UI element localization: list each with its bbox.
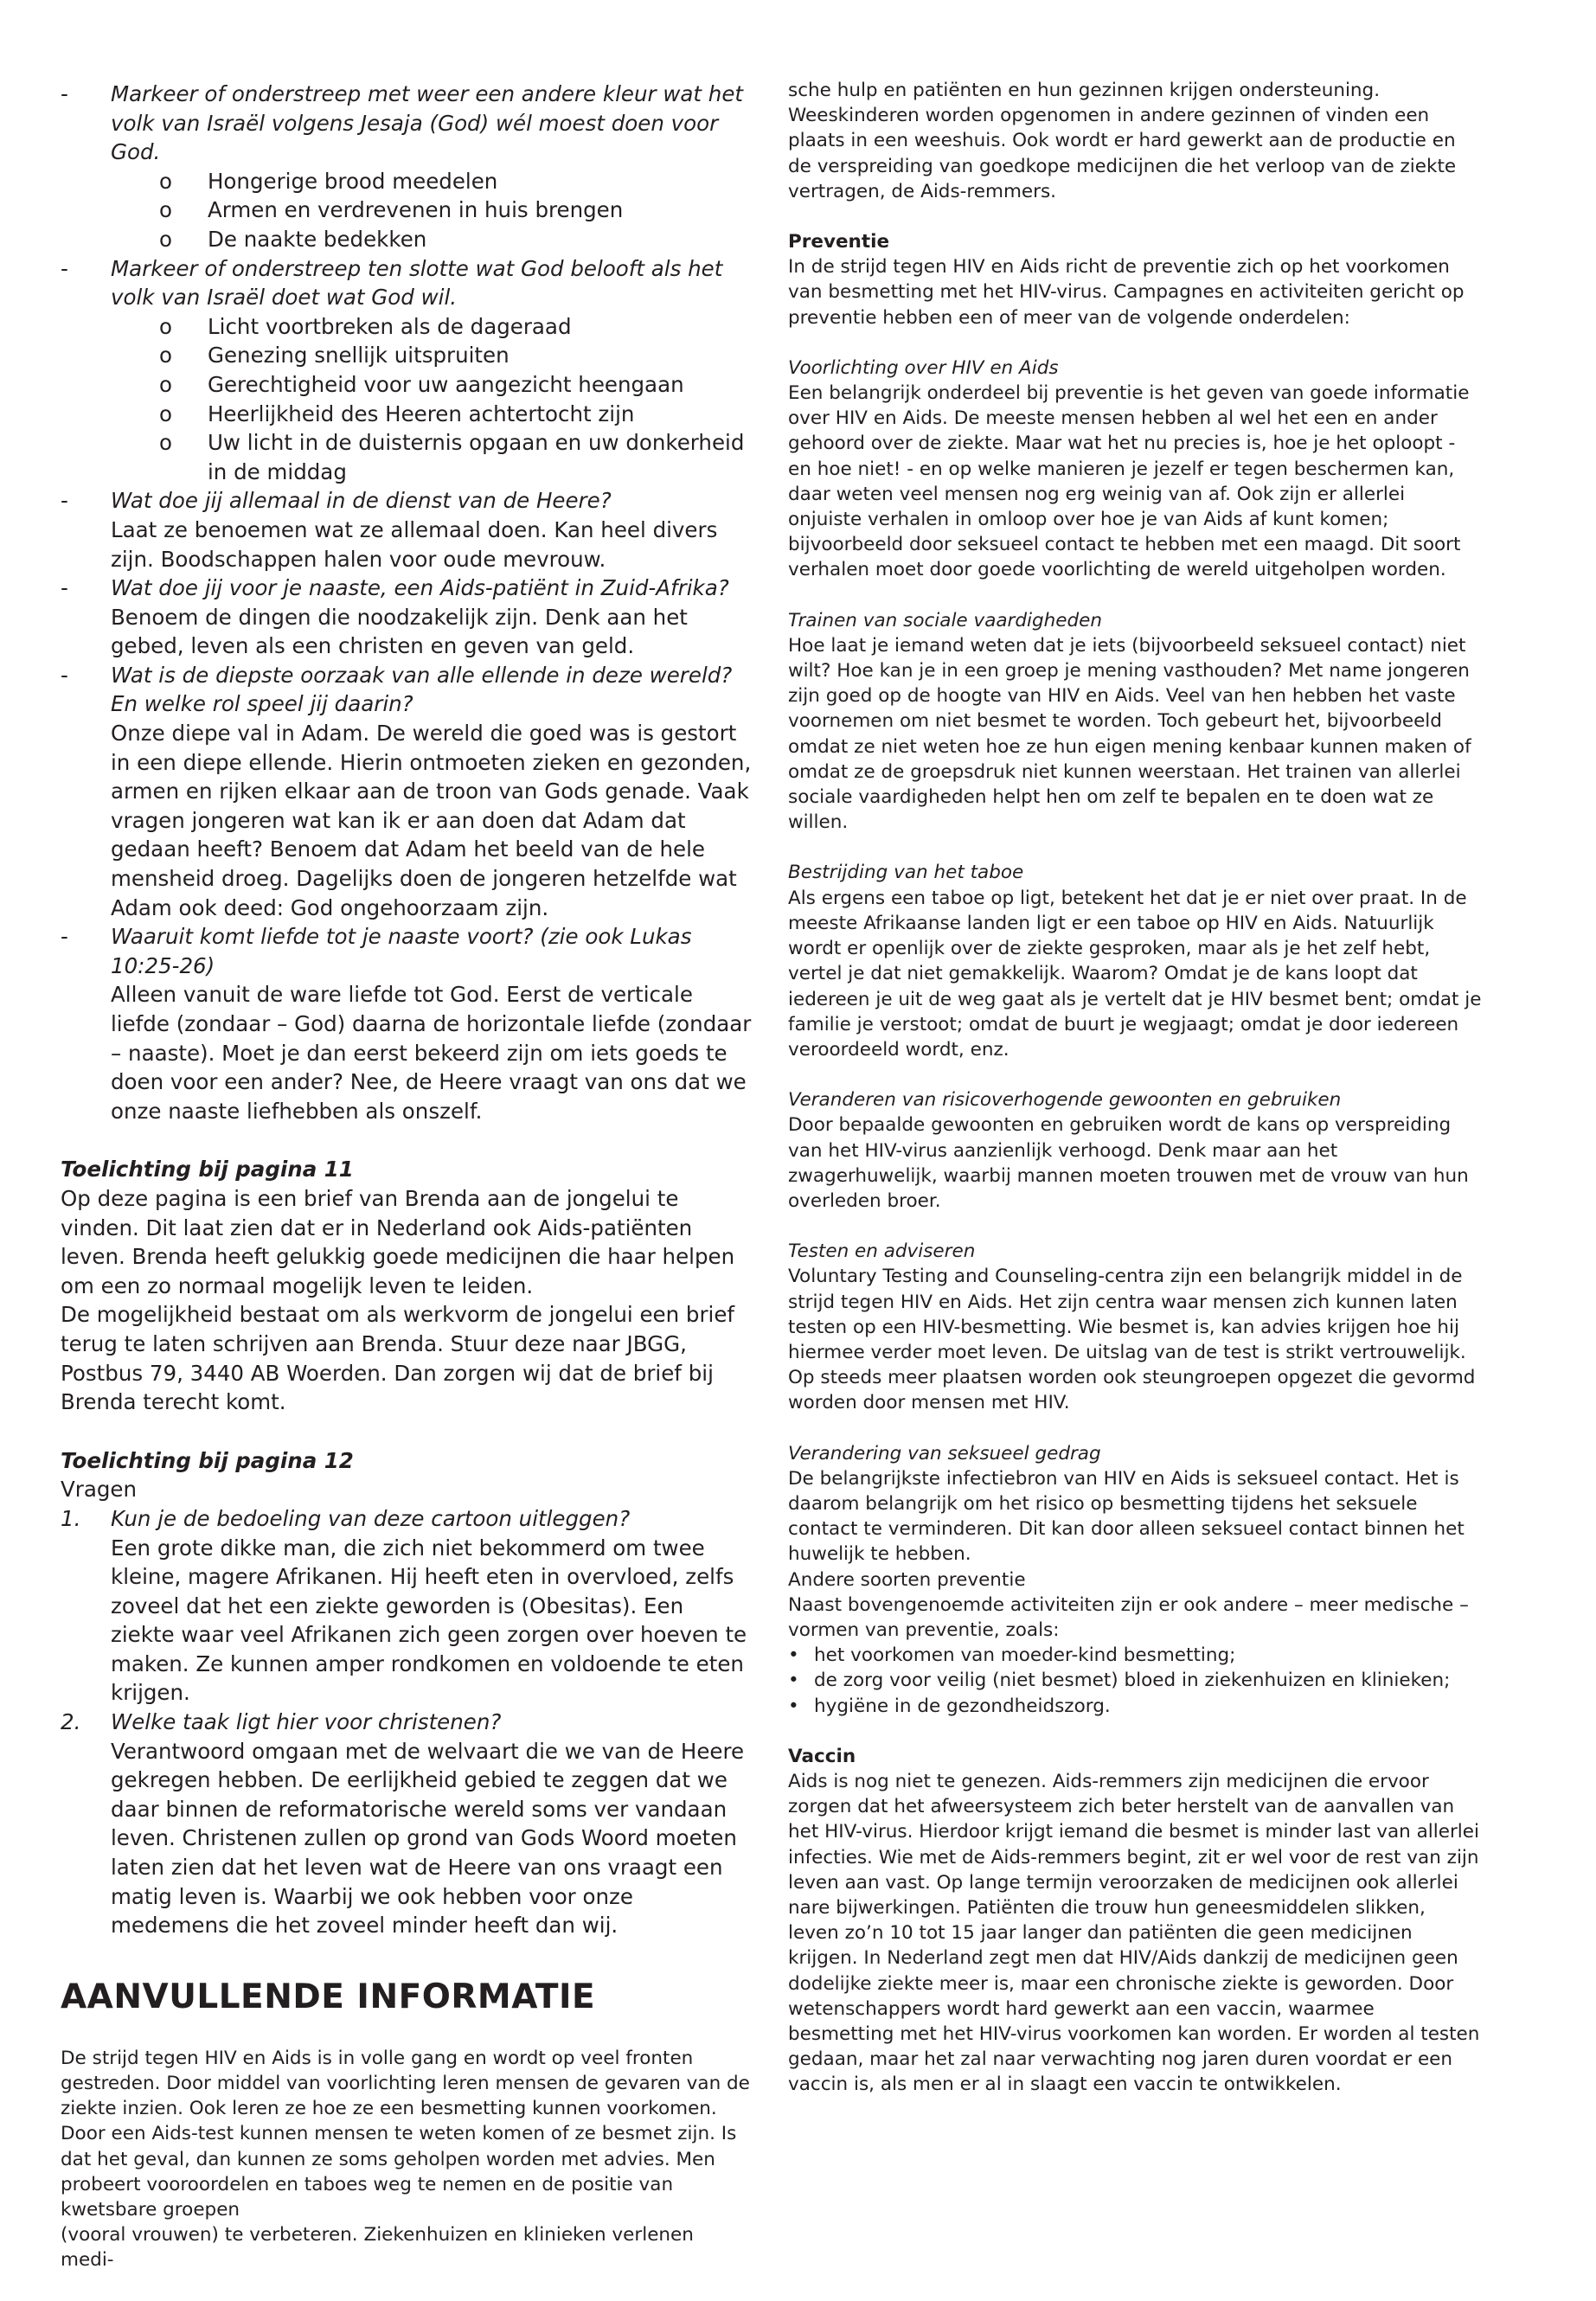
question-item bbox=[61, 661, 753, 922]
bullet-text: hygiëne in de gezondheidszorg. bbox=[814, 1695, 1111, 1717]
intro-paragraph-continued: (vooral vrouwen) te verbeteren. Ziekenhuizen en klinieken verlenen medi- bbox=[61, 2224, 694, 2272]
question-item bbox=[61, 486, 753, 574]
subheading-taboe: Bestrijding van het taboe bbox=[788, 862, 1024, 884]
answer-text: Laat ze benoemen wat ze allemaal doen. Kan heel divers zijn. Boodschappen halen voor oude mevrouw. bbox=[111, 516, 718, 572]
sub-marker: o bbox=[159, 343, 172, 369]
sub-marker: o bbox=[159, 401, 172, 426]
sub-list-item bbox=[61, 225, 753, 254]
left-column bbox=[61, 80, 753, 2273]
right-column bbox=[788, 78, 1482, 2098]
sub-text: Heerlijkheid des Heeren achtertocht zijn bbox=[208, 401, 635, 426]
numbered-item bbox=[61, 1504, 753, 1708]
section-heading-page-12: Toelichting bij pagina 12 bbox=[61, 1447, 354, 1473]
heading-vaccin: Vaccin bbox=[788, 1745, 856, 1767]
paragraph: Als ergens een taboe op ligt, betekent het dat je er niet over praat. In de meeste Afrikaanse landen ligt er een taboe op HIV en Aids. Natuurlijk wordt er openlijk over de ziekte gesproken, maar als je het zelf hebt, vertel je dat niet gemakkelijk. Waarom? Omdat je de kans loopt dat iedereen je uit de weg gaat als je vertelt dat je HIV besmet bent; omdat je familie je verstoot; omdat de buurt je wegjaagt; omdat je door iedereen veroordeeld wordt, enz. bbox=[788, 887, 1482, 1061]
sub-text: Uw licht in de duisternis opgaan en uw donkerheid in de middag bbox=[208, 430, 745, 484]
subheading-voorlichting: Voorlichting over HIV en Aids bbox=[788, 356, 1059, 379]
paragraph: Op deze pagina is een brief van Brenda aan de jongelui te vinden. Dit laat zien dat er in Nederland ook Aids-patiënten leven. Brenda heeft gelukkig goede medicijnen die haar helpen om een zo normaal mogelijk leven te leiden. bbox=[61, 1185, 735, 1298]
paragraph: De belangrijkste infectiebron van HIV en Aids is seksueel contact. Het is daarom belangrijk om het risico op besmetting tijdens het seksuele contact te verminderen. Dit kan door alleen seksueel contact binnen het huwelijk te hebben. bbox=[788, 1467, 1465, 1566]
paragraph: De mogelijkheid bestaat om als werkvorm de jongelui een brief terug te laten schrijven aan Brenda. Stuur deze naar JBGG, Postbus 79, 3440 AB Woerden. Dan zorgen wij dat de brief bij Brenda terecht komt. bbox=[61, 1302, 735, 1415]
subheading-andere: Andere soorten preventie bbox=[788, 1568, 1026, 1591]
question-text: Wat doe jij voor je naaste, een Aids-patiënt in Zuid-Afrika? bbox=[111, 575, 729, 601]
subheading-testen: Testen en adviseren bbox=[788, 1240, 976, 1263]
question-text: Markeer of onderstreep met weer een andere kleur wat het volk van Israël volgens Jesaja (God) wél moest doen voor God. bbox=[111, 81, 744, 165]
answer-text: Een grote dikke man, die zich niet bekommerd om twee kleine, magere Afrikanen. Hij heeft eten in overvloed, zelfs zoveel dat het een ziekte geworden is (Obesitas). Een ziekte waar veel Afrikanen zich geen zorgen over hoeven te maken. Ze kunnen amper rondkomen en voldoende te eten krijgen. bbox=[111, 1535, 747, 1706]
bullet-item bbox=[788, 1668, 1482, 1693]
paragraph: Hoe laat je iemand weten dat je iets (bijvoorbeeld seksueel contact) niet wilt? Hoe kan je in een groep je mening vasthouden? Met name jongeren zijn goed op de hoogte van HIV en Aids. Veel van hen hebben het vaste voornemen om niet besmet te worden. Toch gebeurt het, bijvoorbeeld omdat ze niet weten hoe ze hun eigen mening kenbaar kunnen maken of omdat ze de groepsdruk niet kunnen weerstaan. Het trainen van allerlei sociale vaardigheden helpt hen om zelf te bepalen en te doen wat ze willen. bbox=[788, 634, 1471, 834]
sub-list-item bbox=[61, 167, 753, 196]
bullet-item bbox=[788, 1643, 1482, 1668]
question-text: Waaruit komt liefde tot je naaste voort? (zie ook Lukas 10:25-26) bbox=[111, 924, 692, 978]
bullet-marker: • bbox=[788, 1644, 799, 1667]
item-number: 2. bbox=[61, 1709, 81, 1735]
answer-text: Onze diepe val in Adam. De wereld die goed was is gestort in een diepe ellende. Hierin ontmoeten zieken en gezonden, armen en rijken elkaar aan de troon van Gods genade. Vaak vragen jongeren wat kan ik er aan doen dat Adam dat gedaan heeft? Benoem dat Adam het beeld van de hele mensheid droeg. Dagelijks doen de jongeren hetzelfde wat Adam ook deed: God ongehoorzaam zijn. bbox=[111, 721, 752, 920]
question-text: Kun je de bedoeling van deze cartoon uitleggen? bbox=[111, 1505, 631, 1531]
section-title: AANVULLENDE INFORMATIE bbox=[61, 1977, 596, 2016]
section-heading-page-11: Toelichting bij pagina 11 bbox=[61, 1157, 354, 1183]
question-item bbox=[61, 922, 753, 1125]
paragraph: Door bepaalde gewoonten en gebruiken wordt de kans op verspreiding van het HIV-virus aanzienlijk verhoogd. Denk maar aan het zwagerhuwelijk, waarbij mannen moeten trouwen met de vrouw van hun overleden broer. bbox=[788, 1114, 1469, 1212]
dash-marker: - bbox=[61, 488, 68, 514]
sub-text: Genezing snellijk uitspruiten bbox=[208, 343, 510, 369]
sub-text: Hongerige brood meedelen bbox=[208, 168, 498, 194]
sub-marker: o bbox=[159, 313, 172, 339]
paragraph: Aids is nog niet te genezen. Aids-remmers zijn medicijnen die ervoor zorgen dat het afweersysteem zich beter herstelt van de aanvallen van het HIV-virus. Hierdoor krijgt iemand die besmet is minder last van allerlei infecties. Wie met de Aids-remmers begint, zit er wel voor de rest van zijn leven aan vast. Op lange termijn veroorzaken de medicijnen ook allerlei nare bijwerkingen. Patiënten die trouw hun geneesmiddelen slikken, leven zo’n 10 tot 15 jaar langer dan patiënten die geen medicijnen krijgen. In Nederland zegt men dat HIV/Aids dankzij de medicijnen geen dodelijke ziekte meer is, maar een chronische ziekte is geworden. Door wetenschappers wordt hard gewerkt aan een vaccin, waarmee besmetting met het HIV-virus voorkomen kan worden. Er worden al testen gedaan, maar het zal naar verwachting nog jaren duren voordat er een vaccin is, als men er al in slaagt een vaccin te ontwikkelen. bbox=[788, 1770, 1480, 2096]
sub-list-item bbox=[61, 312, 753, 342]
answer-text: Benoem de dingen die noodzakelijk zijn. Denk aan het gebed, leven als een christen en geven van geld. bbox=[111, 604, 688, 659]
subheading-trainen: Trainen van sociale vaardigheden bbox=[788, 609, 1103, 631]
sub-text: Armen en verdrevenen in huis brengen bbox=[208, 197, 624, 223]
bullet-marker: • bbox=[788, 1695, 799, 1717]
item-number: 1. bbox=[61, 1505, 81, 1531]
answer-text: Alleen vanuit de ware liefde tot God. Eerst de verticale liefde (zondaar – God) daarna de horizontale liefde (zondaar – naaste). Moet je dan eerst bekeerd zijn om iets goeds te doen voor een ander? Nee, de Heere vraagt van ons dat we onze naaste liefhebben als onszelf. bbox=[111, 982, 752, 1124]
dash-marker: - bbox=[61, 81, 68, 106]
sub-list-item bbox=[61, 428, 753, 486]
subheading-questions: Vragen bbox=[61, 1477, 137, 1503]
question-text: Markeer of onderstreep ten slotte wat God belooft als het volk van Israël doet wat God wil. bbox=[111, 255, 723, 311]
paragraph: Naast bovengenoemde activiteiten zijn er ook andere – meer medische – vormen van preventie, zoals: bbox=[788, 1593, 1469, 1641]
sub-marker: o bbox=[159, 168, 172, 194]
sub-list-item bbox=[61, 341, 753, 370]
subheading-gedrag: Verandering van seksueel gedrag bbox=[788, 1442, 1101, 1465]
sub-text: De naakte bedekken bbox=[208, 226, 427, 252]
bullet-marker: • bbox=[788, 1670, 799, 1692]
question-item bbox=[61, 254, 753, 312]
answer-text: Verantwoord omgaan met de welvaart die we van de Heere gekregen hebben. De eerlijkheid gebied te zeggen dat we daar binnen de reformatorische wereld soms ver vandaan leven. Christenen zullen op grond van Gods Woord moeten laten zien dat het leven wat de Heere van ons vraagt een matig leven is. Waarbij we ook hebben voor onze medemens die het zoveel minder heeft dan wij. bbox=[111, 1738, 745, 1939]
heading-preventie: Preventie bbox=[788, 231, 890, 253]
sub-marker: o bbox=[159, 430, 172, 456]
paragraph: sche hulp en patiënten en hun gezinnen krijgen ondersteuning. Weeskinderen worden opgenomen in andere gezinnen of vinden een plaats in een weeshuis. Ook wordt er hard gewerkt aan de productie en de verspreiding van goedkope medicijnen die het verloop van de ziekte vertragen, de Aids-remmers. bbox=[788, 80, 1457, 202]
sub-list-item bbox=[61, 370, 753, 400]
numbered-item bbox=[61, 1708, 753, 1940]
paragraph: Voluntary Testing and Counseling-centra zijn een belangrijk middel in de strijd tegen HIV en Aids. Het zijn centra waar mensen zich kunnen laten testen op een HIV-besmetting. Wie besmet is, kan advies krijgen hoe hij hiermee verder moet leven. De uitslag van de test is strikt vertrouwelijk. Op steeds meer plaatsen worden ook steungroepen opgezet die gevormd worden door mensen met HIV. bbox=[788, 1266, 1476, 1414]
sub-text: Licht voortbreken als de dageraad bbox=[208, 313, 572, 339]
question-item bbox=[61, 574, 753, 661]
subheading-gewoonten: Veranderen van risicoverhogende gewoonten en gebruiken bbox=[788, 1089, 1342, 1112]
bullet-item bbox=[788, 1694, 1482, 1719]
paragraph: In de strijd tegen HIV en Aids richt de preventie zich op het voorkomen van besmetting met het HIV-virus. Campagnes en activiteiten gericht op preventie hebben een of meer van de volgende onderdelen: bbox=[788, 256, 1465, 329]
dash-marker: - bbox=[61, 255, 68, 281]
question-text: Wat is de diepste oorzaak van alle ellende in deze wereld? En welke rol speel jij daarin? bbox=[111, 662, 733, 717]
question-text: Welke taak ligt hier voor christenen? bbox=[111, 1709, 502, 1735]
sub-marker: o bbox=[159, 371, 172, 397]
paragraph: Een belangrijk onderdeel bij preventie is het geven van goede informatie over HIV en Aids. De meeste mensen hebben al wel het een en ander gehoord over de ziekte. Maar wat het nu precies is, hoe je het oploopt - en hoe niet! - en op welke manieren je jezelf er tegen beschermen kan, daar weten veel mensen nog erg weinig van af. Ook zijn er allerlei onjuiste verhalen in omloop over hoe je van Aids af kunt komen; bijvoorbeeld door seksueel contact te hebben met een maagd. Dit soort verhalen moet door goede voorlichting de wereld uitgeholpen worden. bbox=[788, 382, 1470, 581]
dash-marker: - bbox=[61, 662, 68, 688]
intro-paragraph: De strijd tegen HIV en Aids is in volle gang en wordt op veel fronten gestreden. Door middel van voorlichting leren mensen de gevaren van de ziekte inzien. Ook leren ze hoe ze een besmetting kunnen voorkomen. Door een Aids-test kunnen mensen te weten komen of ze besmet zijn. Is dat het geval, dan kunnen ze soms geholpen worden met advies. Men probeert vooroordelen en taboes weg te nemen en de positie van kwetsbare groepen bbox=[61, 2047, 750, 2221]
question-item bbox=[61, 80, 753, 167]
dash-marker: - bbox=[61, 575, 68, 601]
bullet-text: de zorg voor veilig (niet besmet) bloed in ziekenhuizen en klinieken; bbox=[814, 1670, 1451, 1692]
sub-list-item bbox=[61, 195, 753, 225]
sub-marker: o bbox=[159, 197, 172, 223]
question-text: Wat doe jij allemaal in de dienst van de Heere? bbox=[111, 488, 612, 514]
bullet-text: het voorkomen van moeder-kind besmetting; bbox=[814, 1644, 1236, 1667]
sub-list-item bbox=[61, 400, 753, 429]
sub-marker: o bbox=[159, 226, 172, 252]
sub-text: Gerechtigheid voor uw aangezicht heengaan bbox=[208, 371, 684, 397]
dash-marker: - bbox=[61, 924, 68, 950]
